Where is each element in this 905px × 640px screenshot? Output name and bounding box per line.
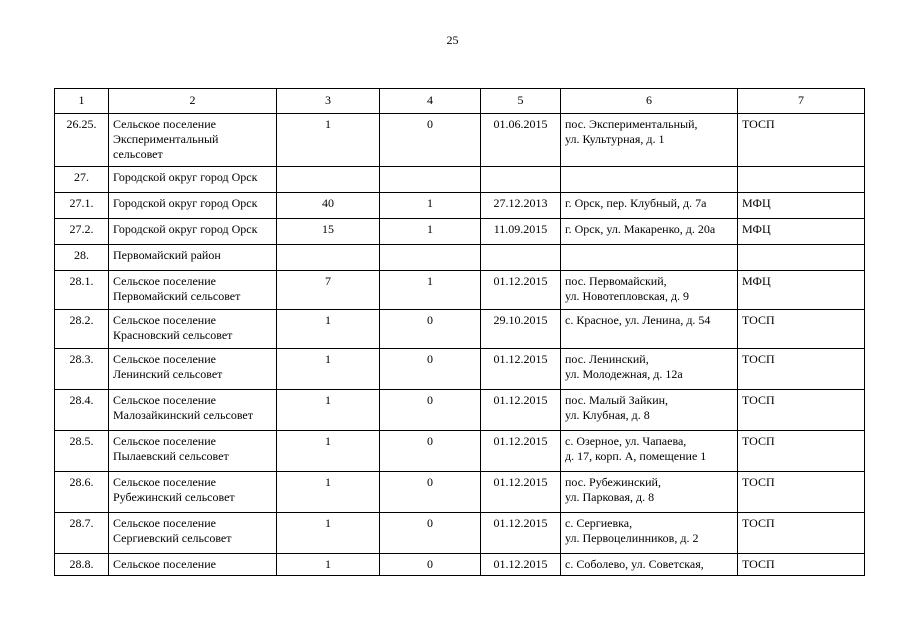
column-header: 6: [561, 89, 738, 114]
count-4: 0: [380, 554, 481, 576]
count-4: [380, 245, 481, 271]
type-cell: МФЦ: [738, 219, 865, 245]
address-cell: с. Красное, ул. Ленина, д. 54: [561, 310, 738, 349]
count-4: 0: [380, 114, 481, 167]
row-number: 27.: [55, 167, 109, 193]
table-row: [55, 193, 865, 219]
settlement-name: Городской округ город Орск: [109, 219, 277, 245]
column-header: 1: [55, 89, 109, 114]
count-3: 1: [277, 554, 380, 576]
address-cell: [561, 245, 738, 271]
count-4: 1: [380, 193, 481, 219]
table-row: [55, 271, 865, 310]
column-header: 7: [738, 89, 865, 114]
settlement-name: Сельское поселение Ленинский сельсовет: [109, 349, 277, 390]
date-cell: [481, 245, 561, 271]
column-header: 3: [277, 89, 380, 114]
settlement-name: Сельское поселение Красновский сельсовет: [109, 310, 277, 349]
settlement-name: Сельское поселение Малозайкинский сельсовет: [109, 390, 277, 431]
type-cell: ТОСП: [738, 472, 865, 513]
settlement-name: Сельское поселение Сергиевский сельсовет: [109, 513, 277, 554]
table-row: [55, 167, 865, 193]
address-cell: г. Орск, ул. Макаренко, д. 20а: [561, 219, 738, 245]
type-cell: ТОСП: [738, 554, 865, 576]
header-row: [55, 89, 865, 114]
page-number: 25: [446, 33, 459, 47]
type-cell: МФЦ: [738, 271, 865, 310]
date-cell: 01.12.2015: [481, 431, 561, 472]
count-3: 1: [277, 431, 380, 472]
type-cell: ТОСП: [738, 513, 865, 554]
type-cell: ТОСП: [738, 431, 865, 472]
address-cell: [561, 167, 738, 193]
table-row: [55, 310, 865, 349]
count-3: 1: [277, 114, 380, 167]
column-header: 2: [109, 89, 277, 114]
table-row: [55, 554, 865, 576]
settlement-name: Городской округ город Орск: [109, 167, 277, 193]
count-3: 1: [277, 349, 380, 390]
settlement-name: Сельское поселение Рубежинский сельсовет: [109, 472, 277, 513]
address-cell: пос. Первомайский, ул. Новотепловская, д. 9: [561, 271, 738, 310]
address-cell: с. Сергиевка, ул. Первоцелинников, д. 2: [561, 513, 738, 554]
count-4: [380, 167, 481, 193]
address-cell: с. Озерное, ул. Чапаева, д. 17, корп. А, помещение 1: [561, 431, 738, 472]
row-number: 28.3.: [55, 349, 109, 390]
date-cell: 01.06.2015: [481, 114, 561, 167]
date-cell: 01.12.2015: [481, 554, 561, 576]
count-3: 1: [277, 310, 380, 349]
table-row: [55, 472, 865, 513]
count-3: [277, 167, 380, 193]
count-3: 40: [277, 193, 380, 219]
date-cell: 01.12.2015: [481, 349, 561, 390]
address-cell: пос. Рубежинский, ул. Парковая, д. 8: [561, 472, 738, 513]
address-cell: с. Соболево, ул. Советская,: [561, 554, 738, 576]
count-3: 7: [277, 271, 380, 310]
table-row: [55, 390, 865, 431]
date-cell: 01.12.2015: [481, 513, 561, 554]
address-cell: пос. Ленинский, ул. Молодежная, д. 12а: [561, 349, 738, 390]
settlement-name: Сельское поселение Пылаевский сельсовет: [109, 431, 277, 472]
row-number: 27.1.: [55, 193, 109, 219]
row-number: 28.1.: [55, 271, 109, 310]
settlement-name: Сельское поселение Первомайский сельсовет: [109, 271, 277, 310]
row-number: 27.2.: [55, 219, 109, 245]
column-header: 5: [481, 89, 561, 114]
row-number: 28.7.: [55, 513, 109, 554]
count-3: [277, 245, 380, 271]
registry-table: [54, 88, 865, 576]
address-cell: пос. Малый Зайкин, ул. Клубная, д. 8: [561, 390, 738, 431]
settlement-name: Первомайский район: [109, 245, 277, 271]
row-number: 28.5.: [55, 431, 109, 472]
type-cell: ТОСП: [738, 310, 865, 349]
table-row: [55, 349, 865, 390]
row-number: 28.6.: [55, 472, 109, 513]
count-3: 1: [277, 472, 380, 513]
date-cell: [481, 167, 561, 193]
count-4: 0: [380, 513, 481, 554]
date-cell: 11.09.2015: [481, 219, 561, 245]
type-cell: ТОСП: [738, 390, 865, 431]
count-3: 15: [277, 219, 380, 245]
row-number: 28.2.: [55, 310, 109, 349]
table-row: [55, 513, 865, 554]
count-4: 0: [380, 431, 481, 472]
count-4: 0: [380, 472, 481, 513]
type-cell: ТОСП: [738, 349, 865, 390]
count-4: 0: [380, 310, 481, 349]
date-cell: 01.12.2015: [481, 390, 561, 431]
settlement-name: Сельское поселение Экспериментальный сельсовет: [109, 114, 277, 167]
count-4: 0: [380, 349, 481, 390]
settlement-name: Сельское поселение: [109, 554, 277, 576]
count-4: 1: [380, 219, 481, 245]
date-cell: 27.12.2013: [481, 193, 561, 219]
row-number: 26.25.: [55, 114, 109, 167]
count-3: 1: [277, 390, 380, 431]
count-4: 1: [380, 271, 481, 310]
row-number: 28.4.: [55, 390, 109, 431]
address-cell: г. Орск, пер. Клубный, д. 7а: [561, 193, 738, 219]
table-row: [55, 219, 865, 245]
count-3: 1: [277, 513, 380, 554]
type-cell: ТОСП: [738, 114, 865, 167]
date-cell: 29.10.2015: [481, 310, 561, 349]
settlement-name: Городской округ город Орск: [109, 193, 277, 219]
count-4: 0: [380, 390, 481, 431]
date-cell: 01.12.2015: [481, 472, 561, 513]
row-number: 28.: [55, 245, 109, 271]
type-cell: [738, 167, 865, 193]
type-cell: [738, 245, 865, 271]
table-row: [55, 114, 865, 167]
table-row: [55, 431, 865, 472]
row-number: 28.8.: [55, 554, 109, 576]
column-header: 4: [380, 89, 481, 114]
date-cell: 01.12.2015: [481, 271, 561, 310]
type-cell: МФЦ: [738, 193, 865, 219]
table-row: [55, 245, 865, 271]
address-cell: пос. Экспериментальный, ул. Культурная, д. 1: [561, 114, 738, 167]
